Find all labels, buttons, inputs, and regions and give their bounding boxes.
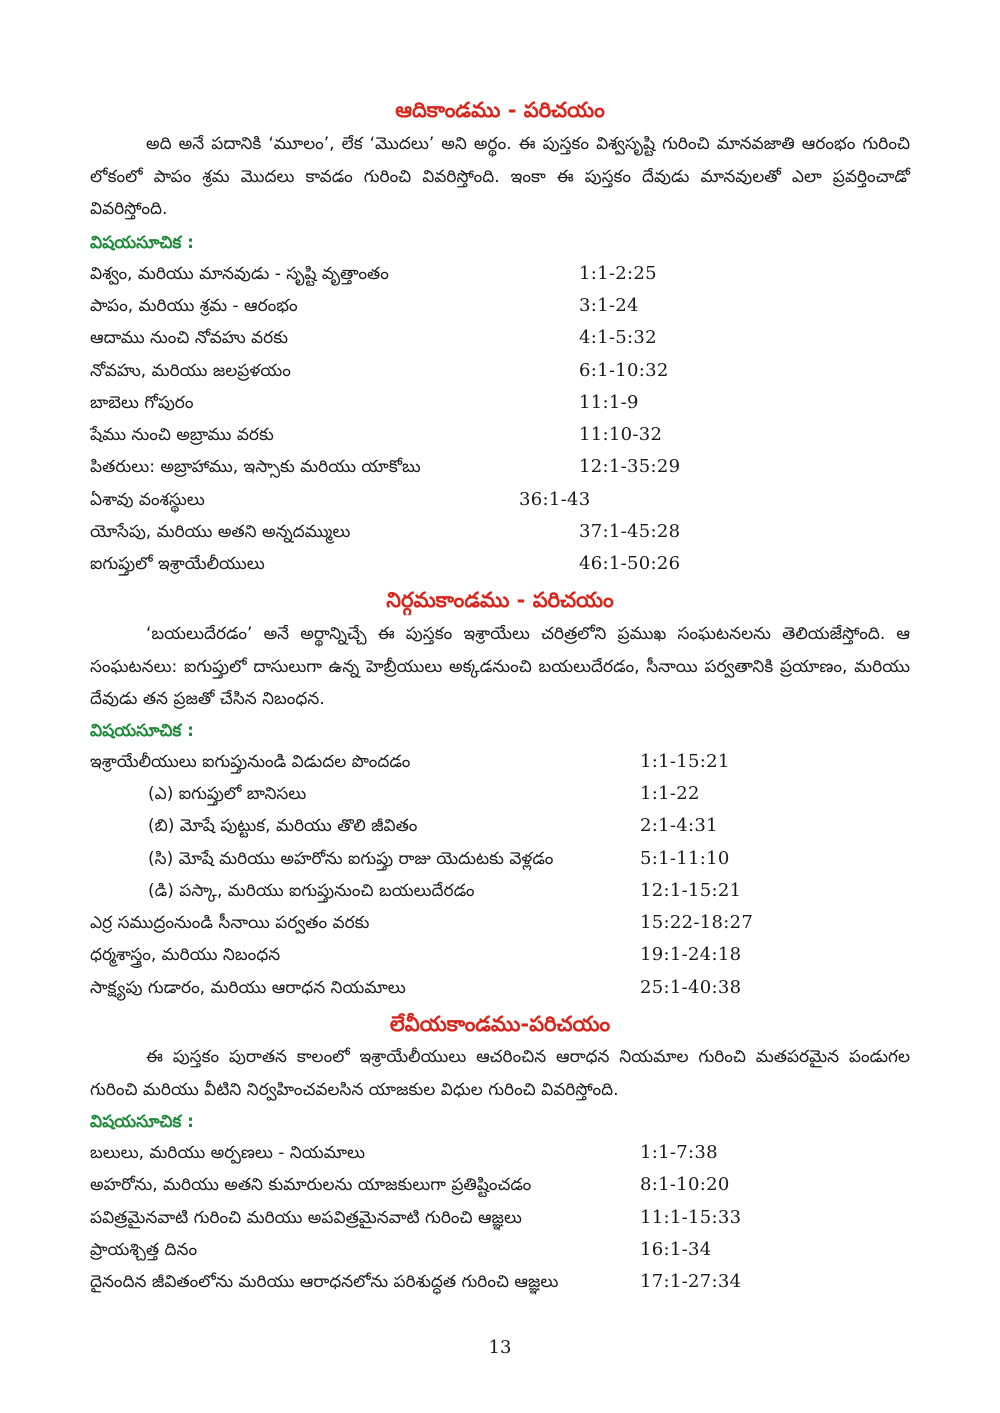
row-title: బలులు, మరియు అర్పణలు - నియమాలు [90, 1143, 365, 1163]
row-reference: 12:1-15:21 [640, 880, 742, 901]
row-title: సాక్ష్యపు గుడారం, మరియు ఆరాధన నియమాలు [90, 978, 406, 998]
row-title: పాపం, మరియు శ్రమ - ఆరంభం [90, 296, 298, 316]
row-title: విశ్వం, మరియు మానవుడు - సృష్టి వృత్తాంతం [90, 264, 389, 284]
row-title: పితరులు: అబ్రాహాము, ఇస్సాకు మరియు యాకోబు [90, 457, 421, 477]
row-title: (సి) మోషే మరియు అహరోను ఐగుప్తు రాజు యెదుటకు వెళ్లడం [148, 849, 554, 869]
row-reference: 12:1-35:29 [579, 456, 681, 477]
leviticus-contents-row [0, 1169, 1000, 1201]
exodus-contents-row [0, 907, 1000, 939]
page-number: 13 [488, 1337, 512, 1358]
leviticus-contents-row [0, 1234, 1000, 1266]
row-title: బాబెలు గోపురం [90, 393, 194, 413]
row-reference: 1:1-15:21 [640, 751, 730, 772]
genesis-contents-label: విషయసూచిక : [90, 233, 194, 253]
exodus-contents-row [0, 972, 1000, 1004]
row-reference: 15:22-18:27 [640, 912, 754, 933]
exodus-contents-row [0, 843, 1000, 875]
row-reference: 1:1-22 [640, 783, 700, 804]
genesis-contents-row [0, 548, 1000, 580]
row-reference: 2:1-4:31 [640, 815, 718, 836]
row-reference: 11:1-15:33 [640, 1207, 742, 1228]
row-reference: 11:10-32 [579, 424, 663, 445]
row-title: ఎర్ర సముద్రంనుండి సీనాయి పర్వతం వరకు [90, 913, 370, 933]
genesis-contents-row [0, 355, 1000, 387]
row-reference: 46:1-50:26 [579, 553, 681, 574]
row-reference: 1:1-2:25 [579, 263, 657, 284]
genesis-contents-row [0, 419, 1000, 451]
row-title: (డి) పస్కా, మరియు ఐగుప్తునుంచి బయలుదేరడం [148, 881, 475, 901]
row-reference: 25:1-40:38 [640, 977, 742, 998]
row-reference: 3:1-24 [579, 295, 639, 316]
row-title: ఆదాము నుంచి నోవహు వరకు [90, 328, 288, 348]
row-reference: 5:1-11:10 [640, 848, 730, 869]
leviticus-contents-row [0, 1266, 1000, 1298]
exodus-contents-row [0, 778, 1000, 810]
row-title: ఏశావు వంశస్థులు [90, 490, 205, 510]
genesis-heading: ఆదికాండము - పరిచయం [395, 98, 605, 122]
row-title: దైనందిన జీవితంలోను మరియు ఆరాధనలోను పరిశుద్ధత గురించి ఆజ్ఞలు [90, 1272, 559, 1292]
row-reference: 36:1-43 [519, 489, 591, 510]
row-title: ధర్మశాస్త్రం, మరియు నిబంధన [90, 945, 281, 965]
leviticus-contents-label: విషయసూచిక : [90, 1112, 194, 1132]
leviticus-heading: లేవీయకాండము-పరిచయం [389, 1012, 611, 1036]
genesis-contents-row [0, 387, 1000, 419]
exodus-contents-row [0, 875, 1000, 907]
row-title: ప్రాయశ్చిత్త దినం [90, 1240, 198, 1260]
exodus-contents-row [0, 810, 1000, 842]
row-title: ఇశ్రాయేలీయులు ఐగుప్తునుండి విడుదల పొందడం [90, 752, 411, 772]
row-reference: 8:1-10:20 [640, 1174, 730, 1195]
exodus-contents-label: విషయసూచిక : [90, 721, 194, 741]
exodus-contents-row [0, 746, 1000, 778]
genesis-contents-row [0, 516, 1000, 548]
exodus-heading: నిర్గమకాండము - పరిచయం [386, 588, 614, 612]
row-reference: 37:1-45:28 [579, 521, 681, 542]
genesis-contents-row [0, 322, 1000, 354]
exodus-intro: ‘బయలుదేరడం’ అనే అర్థాన్నిచ్చే ఈ పుస్తకం ఇశ్రాయేలు చరిత్రలోని ప్రముఖ సంఘటనలను తెలియజేస్తోంది. ఆ సంఘటనలు: ఐగుప్తులో దాసులుగా ఉన్న హెబ్రీయులు అక్కడనుంచి బయలుదేరడం, సీనాయి పర్వతానికి ప్రయాణం, మరియు దేవుడు తన ప్రజతో చేసిన నిబంధన. [90, 624, 910, 709]
leviticus-contents-row [0, 1202, 1000, 1234]
row-title: పవిత్రమైనవాటి గురించి మరియు అపవిత్రమైనవాటి గురించి ఆజ్ఞలు [90, 1208, 522, 1228]
row-title: అహరోను, మరియు అతని కుమారులను యాజకులుగా ప్రతిష్టించడం [90, 1175, 532, 1195]
row-reference: 6:1-10:32 [579, 360, 669, 381]
row-title: (బి) మోషే పుట్టుక, మరియు తొలి జీవితం [148, 816, 418, 836]
genesis-contents-row [0, 290, 1000, 322]
row-reference: 17:1-27:34 [640, 1271, 742, 1292]
genesis-intro: అది అనే పదానికి ‘మూలం’, లేక ‘మొదలు’ అని అర్థం. ఈ పుస్తకం విశ్వసృష్టి గురించి మానవజాతి ఆరంభం గురించి లోకంలో పాపం శ్రమ మొదలు కావడం గురించి వివరిస్తోంది. ఇంకా ఈ పుస్తకం దేవుడు మానవులతో ఎలా ప్రవర్తించాడో వివరిస్తోంది. [90, 134, 910, 219]
row-reference: 4:1-5:32 [579, 327, 657, 348]
genesis-contents-row [0, 258, 1000, 290]
row-title: యోసేపు, మరియు అతని అన్నదమ్ములు [90, 522, 351, 542]
row-title: నోవహు, మరియు జలప్రళయం [90, 361, 291, 381]
leviticus-contents-row [0, 1137, 1000, 1169]
leviticus-intro: ఈ పుస్తకం పురాతన కాలంలో ఇశ్రాయేలీయులు ఆచరించిన ఆరాధన నియమాల గురించి మతపరమైన పండుగల గురించి మరియు వీటిని నిర్వహించవలసిన యాజకుల విధుల గురించి వివరిస్తోంది. [90, 1047, 910, 1100]
row-reference: 16:1-34 [640, 1239, 712, 1260]
row-reference: 19:1-24:18 [640, 944, 742, 965]
row-title: ఐగుప్తులో ఇశ్రాయేలీయులు [90, 554, 265, 574]
exodus-contents-row [0, 939, 1000, 971]
row-reference: 1:1-7:38 [640, 1142, 718, 1163]
row-title: షేము నుంచి అబ్రాము వరకు [90, 425, 274, 445]
row-title: (ఎ) ఐగుప్తులో బానిసలు [148, 784, 307, 804]
genesis-contents-row [0, 451, 1000, 483]
row-reference: 11:1-9 [579, 392, 639, 413]
genesis-contents-row [0, 484, 1000, 516]
